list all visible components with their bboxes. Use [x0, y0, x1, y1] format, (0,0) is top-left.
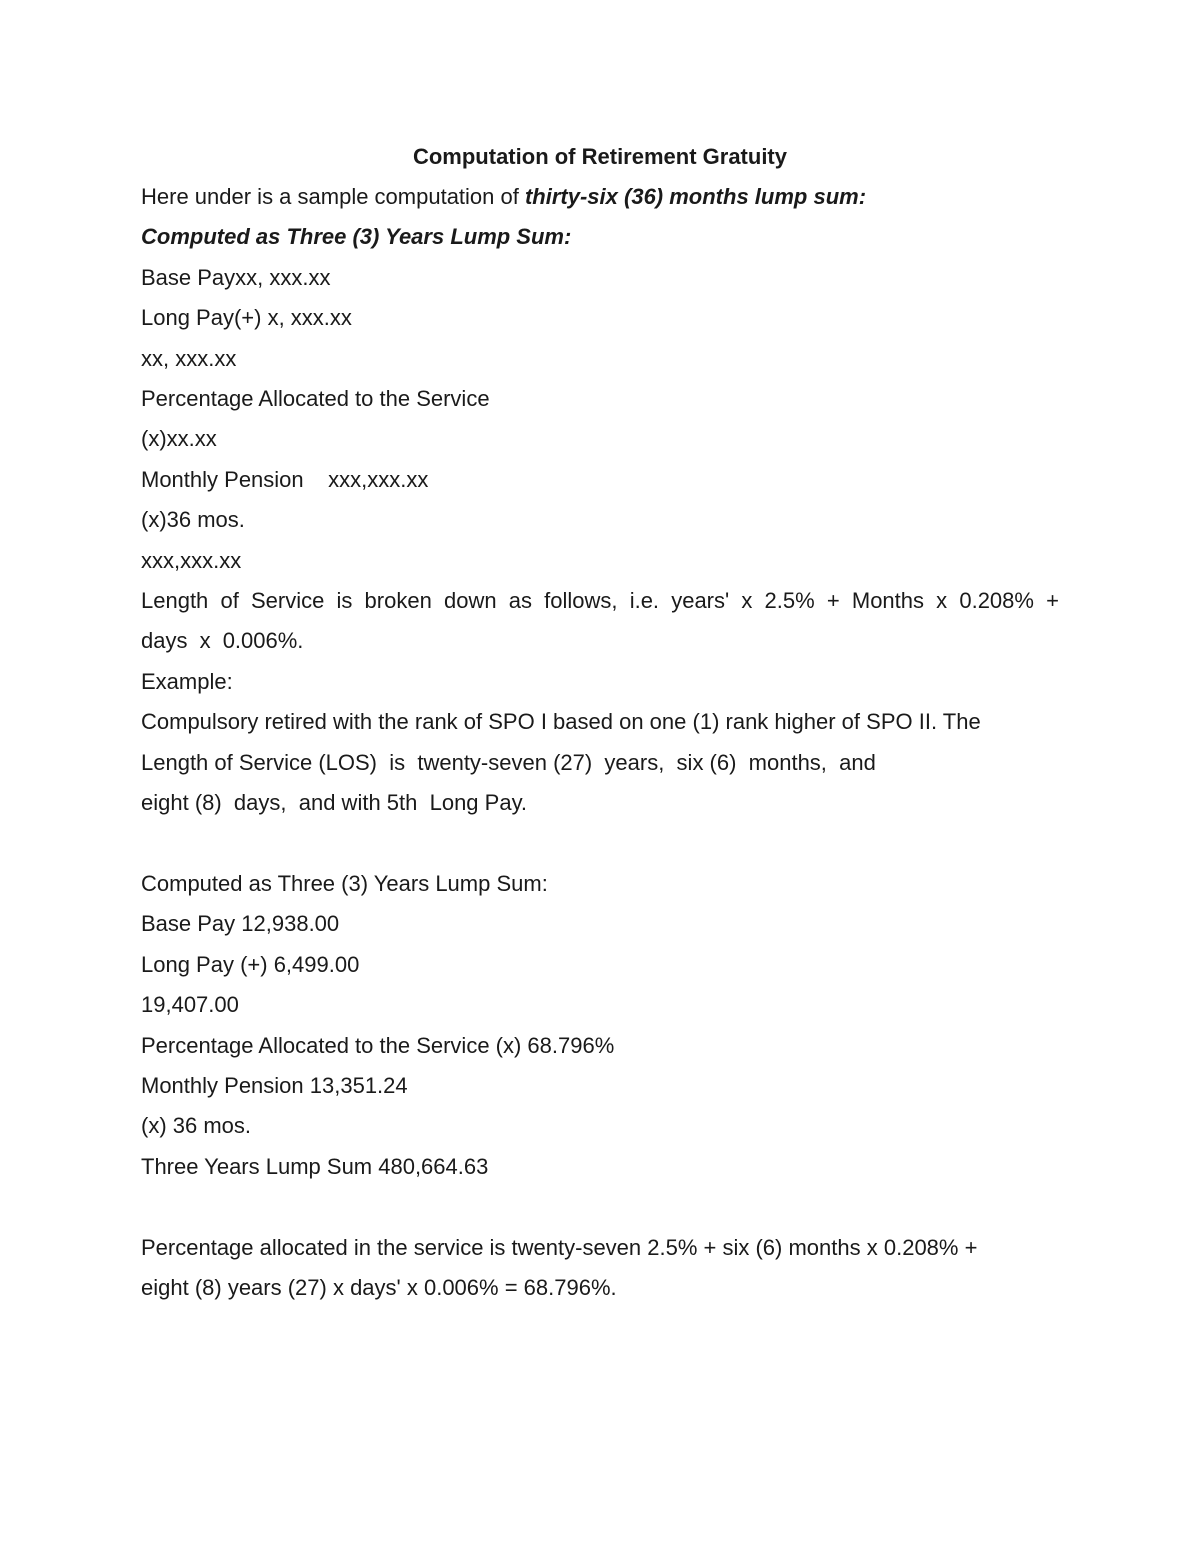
sample-line-long-pay: Long Pay(+) x, xxx.xx [141, 305, 352, 331]
paragraph-gap [141, 1187, 1061, 1227]
sample-line-base-pay: Base Payxx, xxx.xx [141, 264, 331, 290]
sample-line-months: (x)36 mos. [141, 507, 245, 533]
conclusion-line-2: eight (8) years (27) x days' x 0.006% = 68.796%. [141, 1274, 617, 1300]
computed-heading: Computed as Three (3) Years Lump Sum: [141, 870, 548, 896]
sample-heading: Computed as Three (3) Years Lump Sum: [141, 224, 572, 250]
los-note: Length of Service is broken down as follows, i.e. years' x 2.5% + Months x 0.208% + days x 0.006%. [141, 588, 1059, 654]
paragraph-gap [141, 824, 1061, 864]
computed-line-percentage: Percentage Allocated to the Service (x) 68.796% [141, 1032, 615, 1058]
computed-line-lump-sum: Three Years Lump Sum 480,664.63 [141, 1153, 489, 1179]
sample-line-total: xxx,xxx.xx [141, 547, 242, 573]
example-label: Example: [141, 668, 233, 694]
example-text-line-3: eight (8) days, and with 5th Long Pay. [141, 790, 528, 816]
sample-line-percentage-value: (x)xx.xx [141, 426, 217, 452]
computed-line-base-pay: Base Pay 12,938.00 [141, 911, 340, 937]
sample-line-subtotal: xx, xxx.xx [141, 345, 237, 371]
document-title: Computation of Retirement Gratuity [412, 144, 787, 169]
example-text-line-2: Length of Service (LOS) is twenty-seven (27) years, six (6) months, and [141, 749, 876, 775]
intro-line [141, 177, 1061, 217]
computed-line-months: (x) 36 mos. [141, 1113, 252, 1139]
document-body [141, 137, 1061, 1308]
intro-prefix: Here under is a sample computation of [141, 184, 525, 209]
computed-line-subtotal: 19,407.00 [141, 992, 239, 1018]
conclusion-line-1: Percentage allocated in the service is twenty-seven 2.5% + six (6) months x 0.208% + [141, 1234, 978, 1260]
computed-line-monthly-pension: Monthly Pension 13,351.24 [141, 1072, 408, 1098]
sample-line-monthly-pension: Monthly Pension xxx,xxx.xx [141, 466, 429, 492]
intro-emphasis: thirty-six (36) months lump sum: [524, 184, 867, 209]
computed-line-long-pay: Long Pay (+) 6,499.00 [141, 951, 360, 977]
sample-line-percentage-label: Percentage Allocated to the Service [141, 386, 490, 412]
example-text-line-1: Compulsory retired with the rank of SPO I based on one (1) rank higher of SPO II. The [141, 709, 981, 735]
